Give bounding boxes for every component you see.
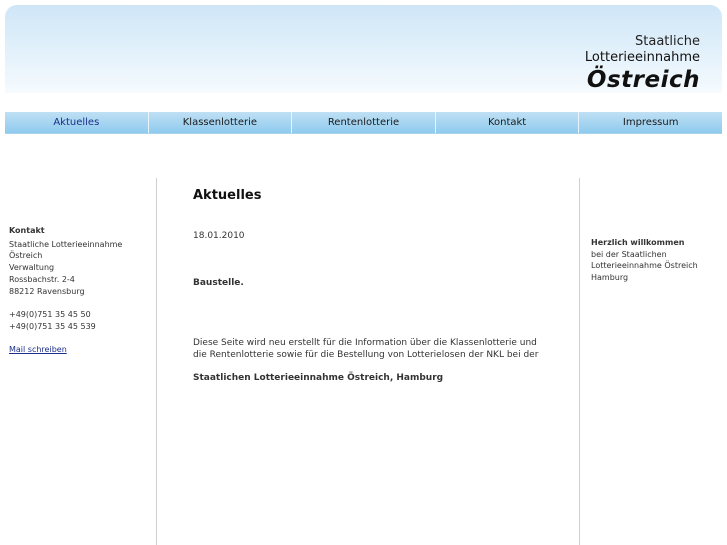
welcome-sidebar [591, 237, 719, 283]
welcome-title: Herzlich willkommen [591, 238, 685, 247]
contact-phone: +49(0)751 35 45 50 [9, 309, 91, 319]
brand-logo [585, 34, 700, 95]
main-nav [5, 112, 722, 134]
brand-line-lotterieeinnahme: Lotterieeinnahme [584, 50, 700, 65]
brand-line-staatliche: Staatliche [635, 34, 700, 49]
mail-link[interactable]: Mail schreiben [9, 345, 67, 355]
nav-item-kontakt[interactable]: Kontakt [436, 112, 580, 133]
contact-title: Kontakt [9, 226, 45, 235]
nav-item-aktuelles[interactable]: Aktuelles [5, 112, 149, 133]
contact-line: 88212 Ravensburg [9, 286, 85, 296]
contact-fax: +49(0)751 35 45 539 [9, 321, 96, 331]
contact-line: Verwaltung [9, 263, 55, 273]
contact-sidebar [9, 225, 149, 356]
contact-line: Östreich [9, 251, 43, 261]
divider-right [579, 178, 580, 545]
nav-item-klassenlotterie[interactable]: Klassenlotterie [149, 112, 293, 133]
post-headline: Baustelle. [193, 278, 244, 288]
divider-left [156, 178, 157, 545]
welcome-line: bei der Staatlichen [591, 249, 667, 259]
nav-item-impressum[interactable]: Impressum [622, 117, 679, 128]
post-paragraph: Diese Seite wird neu erstellt für die Information über die Klassenlotterie und die Rentenlotterie sowie für die Bestellung von Lotterielosen der NKL bei der [193, 338, 539, 360]
contact-line: Rossbachstr. 2-4 [9, 274, 75, 284]
post-signature: Staatlichen Lotterieeinnahme Östreich, Hamburg [193, 373, 444, 383]
nav-item-rentenlotterie[interactable]: Rentenlotterie [292, 112, 436, 133]
post-date: 18.01.2010 [193, 231, 245, 241]
header-banner [5, 5, 722, 93]
contact-line: Staatliche Lotterieeinnahme [9, 239, 123, 249]
contact-spacer [9, 297, 149, 309]
welcome-line: Hamburg [591, 272, 629, 282]
brand-line-oestreich: Östreich [586, 67, 700, 93]
page-title: Aktuelles [193, 188, 262, 203]
welcome-line: Lotterieeinnahme Östreich [591, 261, 698, 270]
